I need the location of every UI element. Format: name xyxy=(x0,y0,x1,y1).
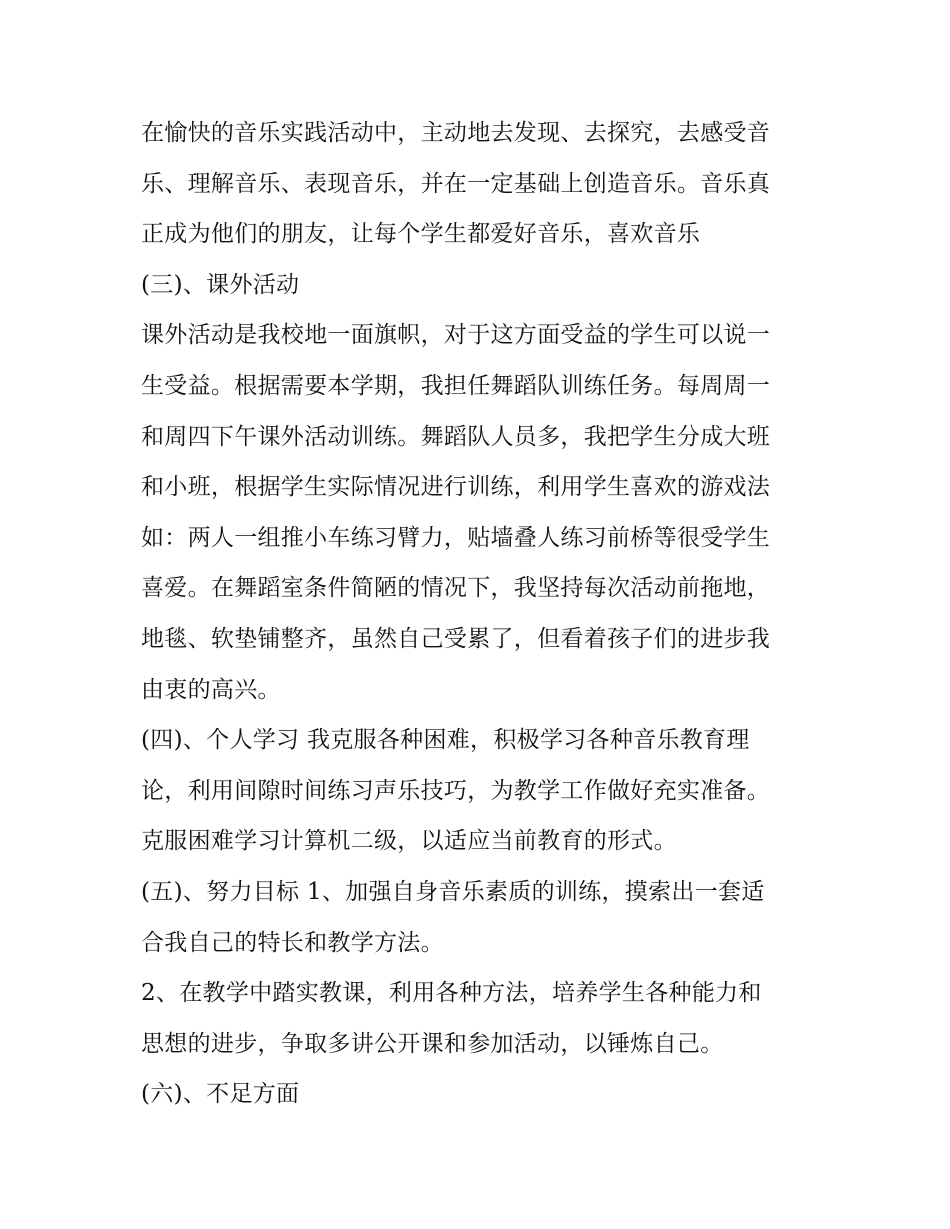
text-line: 如：两人一组推小车练习臂力，贴墙叠人练习前桥等很受学生 xyxy=(141,524,771,551)
text-line: 和周四下午课外活动训练。舞蹈队人员多，我把学生分成大班 xyxy=(141,423,771,450)
text-line: 合我自己的特长和教学方法。 xyxy=(141,929,444,956)
text-line: 克服困难学习计算机二级，以适应当前教育的形式。 xyxy=(141,828,677,855)
text-line: 由衷的高兴。 xyxy=(141,676,281,703)
text-line: 思想的进步，争取多讲公开课和参加活动，以锤炼自己。 xyxy=(141,1030,724,1057)
text-line: 喜爱。在舞蹈室条件简陋的情况下，我坚持每次活动前拖地， xyxy=(141,575,771,602)
text-line: 课外活动是我校地一面旗帜，对于这方面受益的学生可以说一 xyxy=(141,322,771,349)
section-heading-4: (四)、个人学习 我克服各种困难，积极学习各种音乐教育理 xyxy=(141,727,750,754)
text-line: 和小班，根据学生实际情况进行训练，利用学生喜欢的游戏法 xyxy=(141,474,771,501)
text-line: 乐、理解音乐、表现音乐，并在一定基础上创造音乐。音乐真 xyxy=(141,170,771,197)
text-line: 论，利用间隙时间练习声乐技巧，为教学工作做好充实准备。 xyxy=(141,777,771,804)
section-heading-5: (五)、努力目标 1、加强自身音乐素质的训练，摸索出一套适 xyxy=(141,878,765,905)
section-heading-6: (六)、不足方面 xyxy=(141,1081,300,1108)
document-body xyxy=(141,108,821,1120)
text-line: 生受益。根据需要本学期，我担任舞蹈队训练任务。每周周一 xyxy=(141,372,771,399)
text-line: 2、在教学中踏实教课，利用各种方法，培养学生各种能力和 xyxy=(141,980,762,1007)
text-line: 在愉快的音乐实践活动中，主动地去发现、去探究，去感受音 xyxy=(141,120,771,146)
text-line: 地毯、软垫铺整齐，虽然自己受累了，但看着孩子们的进步我 xyxy=(141,625,771,652)
text-line: 正成为他们的朋友，让每个学生都爱好音乐，喜欢音乐 xyxy=(141,221,701,248)
section-heading-3: (三)、课外活动 xyxy=(141,271,300,298)
